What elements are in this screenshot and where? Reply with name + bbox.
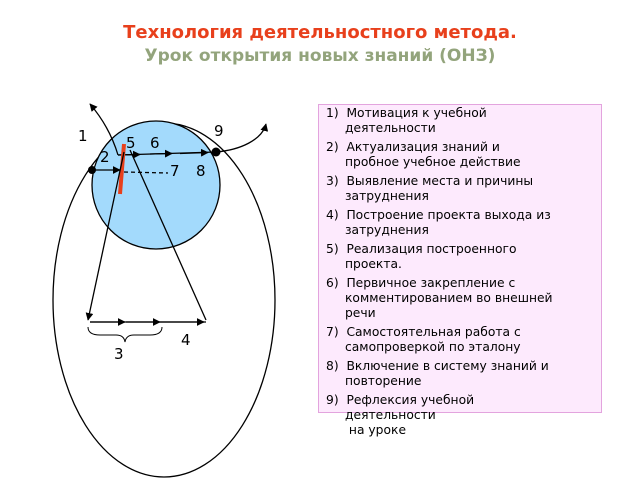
label-2: 2 (100, 148, 110, 166)
label-1: 1 (78, 127, 88, 145)
stage-item: 7) Самостоятельная работа с самопроверкой по эталону (326, 325, 521, 354)
label-3: 3 (114, 345, 124, 363)
stage-item: 8) Включение в систему знаний и повторение (326, 359, 549, 388)
page-subtitle: Урок открытия новых знаний (ОНЗ) (144, 46, 496, 66)
dot-right (212, 148, 221, 157)
stage-item: 9) Рефлексия учебной деятельности на уроке (326, 393, 475, 437)
label-8: 8 (196, 162, 206, 180)
label-7: 7 (170, 162, 180, 180)
label-5: 5 (126, 134, 136, 152)
stage-item: 3) Выявление места и причины затруднения (326, 174, 534, 203)
stage-item: 5) Реализация построенного проекта. (326, 242, 517, 271)
page-title: Технология деятельностного метода. (123, 22, 517, 43)
brace-3 (88, 327, 162, 342)
label-6: 6 (150, 134, 160, 152)
stages-list (326, 106, 602, 442)
stage-item: 4) Построение проекта выхода из затруднения (326, 208, 551, 237)
label-4: 4 (181, 331, 191, 349)
dot-left (88, 166, 96, 174)
stage-item: 1) Мотивация к учебной деятельности (326, 106, 487, 135)
stage-item: 2) Актуализация знаний и пробное учебное действие (326, 140, 521, 169)
stage-item: 6) Первичное закрепление с комментированием во внешней речи (326, 276, 553, 320)
label-9: 9 (214, 122, 224, 140)
